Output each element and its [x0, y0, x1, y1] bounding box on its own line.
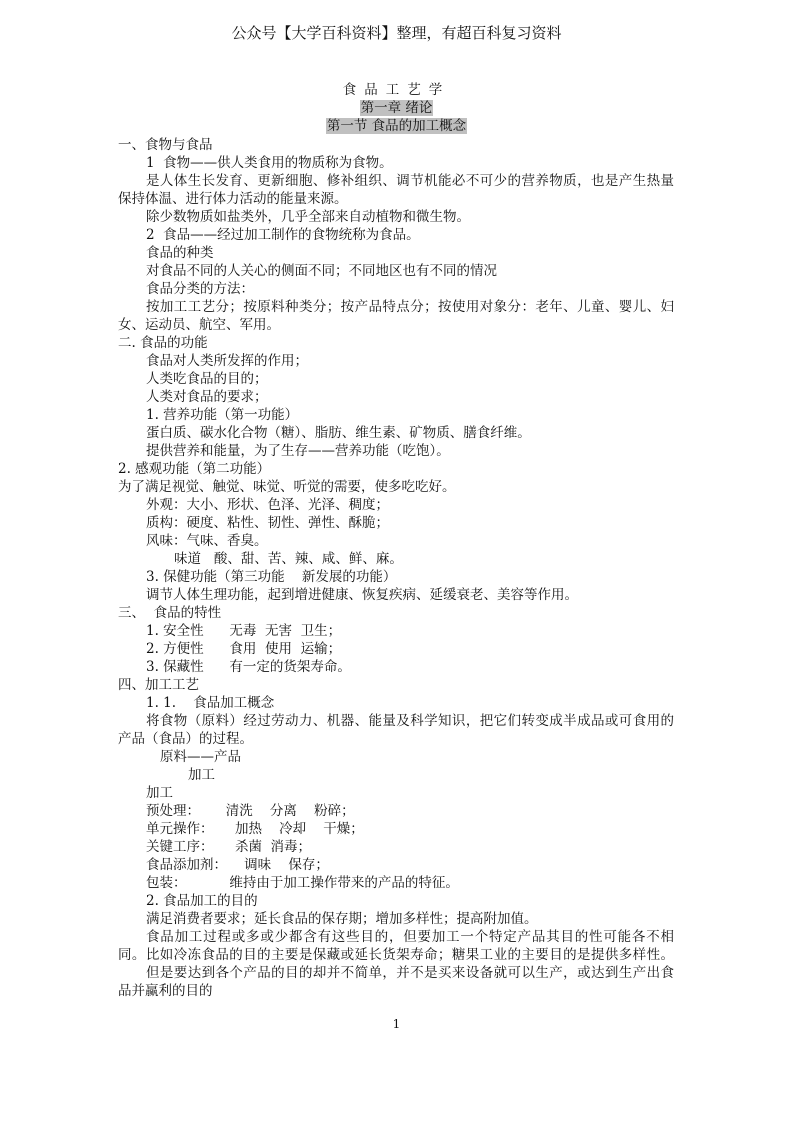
chapter-heading-text: 第一章 绪论 — [360, 100, 433, 116]
text-line: 2 食品——经过加工制作的食物统称为食品。 — [146, 227, 420, 243]
text-line: 为了满足视觉、触觉、味觉、听觉的需要，使多吃吃好。 — [118, 479, 456, 495]
text-line: 预处理： 清洗 分离 粉碎； — [146, 803, 355, 819]
text-line: 但是要达到各个产品的目的却并不简单，并不是买来设备就可以生产，或达到生产出食 — [146, 965, 674, 981]
text-line: 提供营养和能量，为了生存——营养功能（吃饱）。 — [146, 443, 450, 459]
text-line: 四、加工工艺 — [118, 677, 199, 693]
text-line: 除少数物质如盐类外，几乎全部来自动植物和微生物。 — [146, 209, 470, 225]
document-title-text: 食品工艺学 — [342, 82, 451, 98]
text-line: 是人体生长发育、更新细胞、修补组织、调节机能必不可少的营养物质，也是产生热量 — [146, 173, 674, 189]
text-line: 食品对人类所发挥的作用； — [146, 353, 308, 369]
text-line: 食品的种类 — [146, 245, 214, 261]
text-line: 原料——产品 — [160, 749, 241, 765]
page-number: 1 — [392, 1017, 401, 1031]
text-line: 食品分类的方法： — [146, 281, 254, 297]
text-line: 2. 食品加工的目的 — [146, 893, 258, 909]
text-line: 风味：气味、香臭。 — [146, 533, 268, 549]
text-line: 同。比如冷冻食品的目的主要是保藏或延长货架寿命；糖果工业的主要目的是提供多样性。 — [118, 947, 674, 963]
text-line: 食品添加剂： 调味 保存； — [146, 857, 329, 873]
text-line: 按加工工艺分；按原料种类分；按产品特点分；按使用对象分：老年、儿童、婴儿、妇 — [146, 299, 674, 315]
text-line: 将食物（原料）经过劳动力、机器、能量及科学知识，把它们转变成半成品或可食用的 — [146, 713, 674, 729]
section-heading-text: 第一节 食品的加工概念 — [326, 118, 467, 134]
text-line: 单元操作： 加热 冷却 干燥； — [146, 821, 364, 837]
text-line: 保持体温、进行体力活动的能量来源。 — [118, 191, 348, 207]
text-line: 2. 感观功能（第二功能） — [118, 461, 271, 477]
text-line: 1 食物——供人类食用的物质称为食物。 — [146, 155, 393, 171]
text-line: 3. 保藏性 有一定的货架寿命。 — [146, 659, 351, 675]
text-line: 人类对食品的要求； — [146, 389, 268, 405]
text-line: 人类吃食品的目的； — [146, 371, 268, 387]
text-line: 包装： 维持由于加工操作带来的产品的特征。 — [146, 875, 459, 891]
text-line: 二. 食品的功能 — [118, 335, 208, 351]
text-line: 对食品不同的人关心的侧面不同；不同地区也有不同的情况 — [146, 263, 497, 279]
text-line: 产品（食品）的过程。 — [118, 731, 253, 747]
text-line: 2. 方便性 食用 使用 运输； — [146, 641, 342, 657]
text-line: 品并赢利的目的 — [118, 983, 213, 999]
document-body — [118, 136, 674, 1000]
text-line: 加工 — [188, 767, 215, 783]
text-line: 1. 营养功能（第一功能） — [146, 407, 299, 423]
section-heading — [0, 117, 793, 135]
text-line: 质构：硬度、粘性、韧性、弹性、酥脆； — [146, 515, 389, 531]
text-line: 三、 食品的特性 — [118, 605, 222, 621]
chapter-heading — [0, 99, 793, 117]
text-line: 1. 1. 食品加工概念 — [146, 695, 275, 711]
text-line: 一、食物与食品 — [118, 137, 213, 153]
text-line: 加工 — [146, 785, 173, 801]
text-line: 外观：大小、形状、色泽、光泽、稠度； — [146, 497, 389, 513]
text-line: 满足消费者要求；延长食品的保存期；增加多样性；提高附加值。 — [146, 911, 538, 927]
text-line: 调节人体生理功能，起到增进健康、恢复疾病、延缓衰老、美容等作用。 — [146, 587, 578, 603]
text-line: 1. 安全性 无毒 无害 卫生； — [146, 623, 342, 639]
text-line: 食品加工过程或多或少都含有这些目的，但要加工一个特定产品其目的性可能各不相 — [146, 929, 674, 945]
text-line: 味道 酸、甜、苦、辣、咸、鲜、麻。 — [174, 551, 403, 567]
page-header: 公众号【大学百科资料】整理，有超百科复习资料 — [231, 24, 562, 42]
text-line: 女、运动员、航空、军用。 — [118, 317, 280, 333]
document-title — [0, 81, 793, 99]
text-line: 3. 保健功能（第三功能 新发展的功能） — [146, 569, 397, 585]
text-line: 关键工序： 杀菌 消毒； — [146, 839, 312, 855]
text-line: 蛋白质、碳水化合物（糖）、脂肪、维生素、矿物质、膳食纤维。 — [146, 425, 531, 441]
